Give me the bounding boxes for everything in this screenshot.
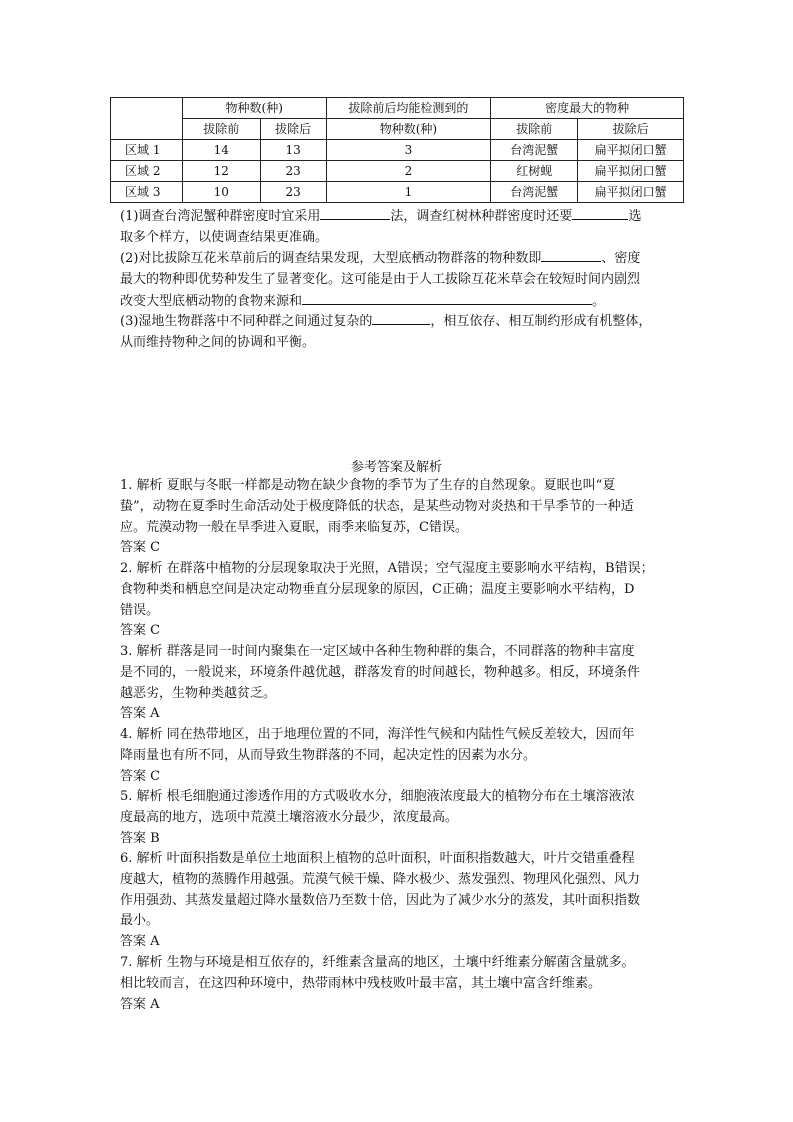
answer-item-6 — [120, 849, 685, 953]
answer-blank[interactable] — [372, 310, 430, 325]
answer-blank[interactable] — [302, 290, 592, 305]
explanation-line: 作用强劲、其蒸发量超过降水量数倍乃至数十倍，因此为了减少水分的蒸发，其叶面积指数 — [120, 892, 641, 908]
cell-before: 12 — [182, 161, 260, 182]
answer-label: 答案 A — [120, 996, 160, 1012]
cell-region: 区域 3 — [111, 182, 183, 203]
question-text: 最大的物种即优势种发生了显著变化。这可能是由于人工拔除互花米草会在较短时间内剧烈 — [120, 272, 641, 287]
answer-item-3 — [120, 642, 685, 725]
explanation-line: 7. 解析 生物与环境是相互依存的，纤维素含量高的地区，土壤中纤维素分解菌含量就多。 — [120, 955, 635, 970]
table-row — [111, 161, 684, 182]
answer-label: 答案 A — [120, 706, 160, 722]
explanation-line: 蛰”，动物在夏季时生命活动处于极度降低的状态，是某些动物对炎热和干旱季节的一种适 — [120, 498, 634, 514]
explanation-line: 越恶劣，生物种类越贫乏。 — [120, 685, 277, 701]
question-text: 法，调查红树林种群密度时还要 — [390, 209, 573, 224]
cell-dense-after: 扁平拟闭口蟹 — [578, 140, 684, 161]
cell-dense-before: 红树蚬 — [491, 161, 578, 182]
answer-label: 答案 A — [120, 934, 160, 950]
cell-region: 区域 2 — [111, 161, 183, 182]
subheader-detectable-both-cont: 物种数(种) — [326, 119, 491, 140]
explanation-line: 是不同的，一般说来，环境条件越优越，群落发育的时间越长，物种越多。相反，环境条件 — [120, 664, 641, 680]
cell-dense-after: 扁平拟闭口蟹 — [578, 161, 684, 182]
header-species-count: 物种数(种) — [182, 98, 326, 119]
cell-after: 13 — [260, 140, 326, 161]
explanation-line: 2. 解析 在群落中植物的分层现象取决于光照，A错误；空气湿度主要影响水平结构，B错误； — [120, 561, 654, 576]
cell-both: 2 — [326, 161, 491, 182]
explanation-line: 食物种类和栖息空间是决定动物垂直分层现象的原因，C正确；温度主要影响水平结构，D — [120, 581, 635, 597]
answer-label: 答案 C — [120, 768, 161, 784]
answers-title: 参考答案及解析 — [350, 460, 442, 475]
cell-dense-after: 扁平拟闭口蟹 — [578, 182, 684, 203]
answer-item-2 — [120, 559, 685, 642]
answer-label: 答案 C — [120, 623, 161, 639]
question-2 — [120, 247, 680, 312]
explanation-line: 6. 解析 叶面积指数是单位土地面积上植物的总叶面积，叶面积指数越大，叶片交错重叠程 — [120, 851, 635, 866]
explanation-line: 1. 解析 夏眠与冬眠一样都是动物在缺少食物的季节为了生存的自然现象。夏眠也叫“夏 — [120, 478, 616, 493]
table-header-row — [111, 98, 684, 119]
answer-label: 答案 C — [120, 540, 161, 556]
survey-table — [110, 97, 684, 203]
answer-label: 答案 B — [120, 830, 160, 846]
subheader-before-2: 拔除前 — [491, 119, 578, 140]
answer-item-4 — [120, 725, 685, 787]
answer-item-7 — [120, 953, 685, 1015]
header-max-density: 密度最大的物种 — [491, 98, 684, 119]
explanation-line: 3. 解析 群落是同一时间内聚集在一定区域中各种生物种群的集合，不同群落的物种丰富度 — [120, 644, 635, 659]
answer-blank[interactable] — [572, 205, 628, 220]
question-text: (3)湿地生物群落中不同种群之间通过复杂的 — [120, 314, 373, 329]
explanation-line: 4. 解析 同在热带地区，出于地理位置的不同，海洋性气候和内陆性气候反差较大，因而年 — [120, 727, 635, 742]
cell-region: 区域 1 — [111, 140, 183, 161]
explanation-line: 降雨量也有所不同，从而导致生物群落的不同，起决定性的因素为水分。 — [120, 747, 537, 763]
question-text: 改变大型底栖动物的食物来源和 — [120, 294, 303, 309]
question-text: 、密度 — [601, 251, 641, 266]
answer-item-1 — [120, 476, 685, 559]
question-3 — [120, 310, 680, 353]
subheader-after-2: 拔除后 — [578, 119, 684, 140]
cell-both: 1 — [326, 182, 491, 203]
cell-dense-before: 台湾泥蟹 — [491, 182, 578, 203]
cell-before: 14 — [182, 140, 260, 161]
question-text: 取多个样方，以使调查结果更准确。 — [120, 230, 329, 245]
question-text: (2)对比拔除互花米草前后的调查结果发现，大型底栖动物群落的物种数即 — [120, 251, 542, 266]
question-text: (1)调查台湾泥蟹种群密度时宜采用 — [120, 209, 321, 224]
question-text: 选 — [628, 209, 642, 224]
cell-after: 23 — [260, 182, 326, 203]
table-corner-cell — [111, 98, 183, 140]
cell-before: 10 — [182, 182, 260, 203]
explanation-line: 相比较而言，在这四种环境中，热带雨林中残枝败叶最丰富，其土壤中富含纤维素。 — [120, 975, 602, 991]
explanation-line: 应。荒漠动物一般在旱季进入夏眠，雨季来临复苏，C错误。 — [120, 519, 468, 535]
explanation-line: 错误。 — [120, 602, 160, 618]
explanation-line: 5. 解析 根毛细胞通过渗透作用的方式吸收水分，细胞液浓度最大的植物分布在土壤溶液浓 — [120, 789, 635, 804]
subheader-after: 拔除后 — [260, 119, 326, 140]
question-1 — [120, 205, 680, 248]
cell-dense-before: 台湾泥蟹 — [491, 140, 578, 161]
answer-blank[interactable] — [541, 247, 601, 262]
subheader-before: 拔除前 — [182, 119, 260, 140]
answer-blank[interactable] — [320, 205, 390, 220]
question-text: 。 — [592, 294, 606, 309]
table-row — [111, 182, 684, 203]
answer-item-5 — [120, 787, 685, 849]
explanation-line: 最小。 — [120, 913, 160, 929]
table-row — [111, 140, 684, 161]
explanation-line: 度越大，植物的蒸腾作用越强。荒漠气候干燥、降水极少、蒸发强烈、物理风化强烈、风力 — [120, 871, 641, 887]
cell-after: 23 — [260, 161, 326, 182]
table-subheader-row — [111, 119, 684, 140]
question-text: 从而维持物种之间的协调和平衡。 — [120, 335, 316, 350]
header-detectable-both: 拔除前后均能检测到的 — [326, 98, 491, 119]
question-text: ，相互依存、相互制约形成有机整体， — [430, 314, 652, 329]
cell-both: 3 — [326, 140, 491, 161]
explanation-line: 度最高的地方，选项中荒漠土壤溶液水分最少，浓度最高。 — [120, 809, 459, 825]
